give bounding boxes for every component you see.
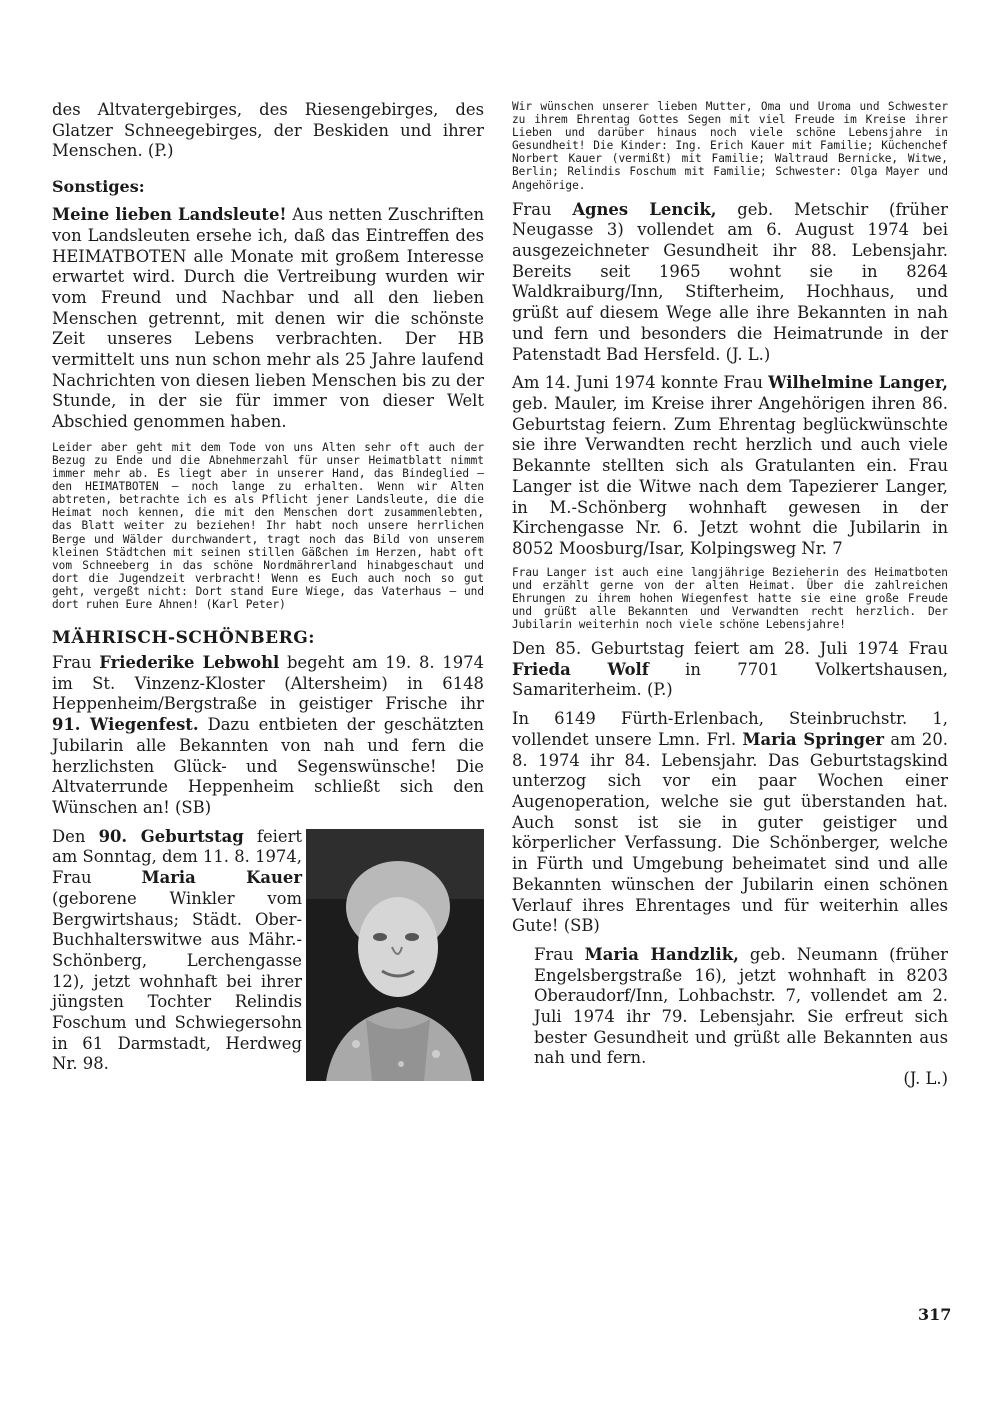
langer-paragraph: [512, 373, 948, 559]
person-name: Wilhelmine Langer,: [768, 373, 948, 393]
text-run: geb. Mauler, im Kreise ihrer Angehörigen ihren 86. Geburtstag feiern. Zum Ehrentag beglückwünschte sie ihre Verwandten recht herzlich und auch viele Bekannte stellten sich als Gratulanten ein. Frau Langer ist die Witwe nach dem Tapezierer Langer, in M.-Schönberg wohnhaft gewesen in der Kirchengasse Nr. 6. Jetzt wohnt die Jubilarin in 8052 Moosburg/Isar, Kolpingsweg Nr. 7: [512, 393, 948, 558]
text-run: Frau: [534, 944, 585, 964]
page-number: 317: [918, 1305, 952, 1324]
bold-run: 90. Geburtstag: [98, 826, 244, 846]
landsleute-paragraph: [52, 205, 484, 433]
handzlik-signature: (J. L.): [903, 1069, 948, 1089]
kauer-paragraph: [52, 827, 302, 1075]
leider-paragraph: Leider aber geht mit dem Tode von uns Alten sehr oft auch der Bezug zu Ende und die Abnehmerzahl für unser Heimatblatt nimmt immer mehr ab. Es liegt aber in unserer Hand, das Bindeglied — den HEIMATBOTEN — noch lange zu erhalten. Wenn wir Alten abtreten, betrachte ich es als Pflicht jener Landsleute, die die Heimat noch kennen, die mit den Menschen dort zusammenlebten, das Blatt weiter zu beziehen! Ihr habt noch unsere herrlichen Berge und Wälder durchwandert, tragt noch das Bild von unserem kleinen Städtchen mit seinen stillen Gäßchen im Herzen, habt oft vom Schneeberg in das schöne Nordmährerland hinabgeschaut und dort die Jugendzeit verbracht! Wenn es Euch auch noch so gut geht, vergeßt nicht: Dort stand Eure Wiege, das Vaterhaus — und dort ruhen Eure Ahnen! (Karl Peter): [52, 440, 484, 611]
text-run: feiert am Sonntag, dem 11. 8. 1974, Frau: [52, 826, 303, 888]
person-name: Frieda Wolf: [512, 659, 649, 679]
person-name: Friederike Lebwohl: [99, 653, 280, 673]
text-run: geb. Metschir (früher Neugasse 3) vollendet am 6. August 1974 bei ausgezeichneter Gesundheit ihr 88. Lebensjahr. Bereits seit 1965 wohnt sie in 8264 Waldkraiburg/Inn, Stifterheim, Hochhaus, und grüßt auf diesem Wege alle ihre Bekannten in nah und fern und besonders die Heimatrunde in der Patenstadt Bad Hersfeld. (J. L.): [512, 199, 948, 364]
section-heading-sonstiges: Sonstiges:: [52, 177, 145, 197]
person-name: Maria Kauer: [141, 868, 302, 888]
text-run: Den 85. Geburtstag feiert am 28. Juli 1974 Frau: [512, 639, 948, 659]
text-run: geb. Neumann (früher Engelsbergstraße 16), jetzt wohnhaft in 8203 Oberaudorf/Inn, Lohbachstr. 7, vollendet am 2. Juli 1974 ihr 79. Lebensjahr. Sie erfreut sich bester Gesundheit und grüßt alle Bekannten aus nah und fern.: [534, 944, 949, 1068]
text-run: In 6149 Fürth-Erlenbach, Steinbruchstr. 1, vollendet unsere Lmn. Frl.: [512, 709, 948, 749]
langer-note-paragraph: Frau Langer ist auch eine langjährige Bezieherin des Heimatboten und erzählt gerne von der alten Heimat. Über die zahlreichen Ehrungen zu ihrem hohen Wiegenfest hatte sie eine große Freude und grüßt alle Bekannten und Verwandten recht herzlich. Der Jubilarin weiterhin noch viele schöne Lebensjahre!: [512, 565, 948, 631]
person-name: Maria Handzlik,: [584, 944, 739, 964]
person-name: Maria Springer: [742, 729, 885, 749]
kauer-article: [52, 827, 484, 1075]
handzlik-paragraph: [534, 945, 948, 1069]
text-run: begeht am 19. 8. 1974 im St. Vinzenz-Kloster (Altersheim) in 6148 Heppenheim/Bergstraße in geistiger Frische ihr: [52, 653, 485, 714]
text-run: Den: [52, 826, 99, 846]
text-run: (geborene Winkler vom Bergwirtshaus; Städt. Ober-Buchhalterswitwe aus Mähr.-Schönberg, Lerchengasse 12), jetzt wohnhaft bei ihrer jüngsten Tochter Relindis Foschum und Schwiegersohn in 61 Darmstadt, Herdweg Nr. 98.: [52, 888, 302, 1074]
bold-run: 91. Wiegenfest.: [52, 715, 199, 735]
lencik-paragraph: [512, 200, 948, 366]
text-run: in 7701 Volkertshausen, Samariterheim. (P.): [512, 659, 948, 700]
text-run: Frau: [52, 653, 100, 673]
landsleute-lead: Meine lieben Landsleute!: [52, 205, 287, 225]
landsleute-text: Aus netten Zuschriften von Landsleuten ersehe ich, daß das Eintreffen des HEIMATBOTEN alle Monate mit großem Interesse erwartet wird. Durch die Vertreibung wurden wir vom Freund und Nachbar und all den lieben Menschen getrennt, mit denen wir die schönste Zeit unseres Lebens verbrachten. Der HB vermittelt uns nun schon mehr als 25 Jahre laufend Nachrichten von diesen lieben Menschen bis zu der Stunde, in der sie für immer von dieser Welt Abschied genommen haben.: [52, 205, 484, 432]
right-column: [512, 100, 948, 1090]
text-run: Am 14. Juni 1974 konnte Frau: [512, 373, 769, 393]
portrait-illustration: [306, 829, 484, 1081]
text-run: Frau: [512, 199, 573, 219]
lebwohl-paragraph: [52, 653, 484, 819]
left-column: [52, 100, 484, 1075]
section-heading-maehrisch-schoenberg: MÄHRISCH-SCHÖNBERG:: [52, 628, 316, 649]
text-run: Dazu entbieten der geschätzten Jubilarin alle Bekannten von nah und fern die herzlichsten Glück- und Segenswünsche! Die Altvaterrunde Heppenheim schließt sich den Wünschen an! (SB): [52, 715, 484, 817]
text-run: am 20. 8. 1974 ihr 84. Lebensjahr. Das Geburtstagskind unterzog sich vor ein paar Wochen einer Augenoperation, welche sie gut überstanden hat. Auch sonst ist sie in guter geistiger und körperlicher Verfassung. Die Schönberger, welche in Fürth und Umgebung beheimatet sind und alle Bekannten wünschen der Jubilarin einen schönen Verlauf ihres Ehrentages und für weiterhin alles Gute! (SB): [512, 729, 948, 936]
wolf-paragraph: [512, 639, 948, 701]
springer-paragraph: [512, 709, 948, 937]
portrait-photo: [306, 829, 484, 1081]
person-name: Agnes Lencik,: [572, 199, 717, 219]
kauer-wishes-paragraph: Wir wünschen unserer lieben Mutter, Oma und Uroma und Schwester zu ihrem Ehrentag Gottes Segen mit viel Freude im Kreise ihrer Lieben und darüber hinaus noch viele schöne Lebensjahre in Gesundheit! Die Kinder: Ing. Erich Kauer mit Familie; Küchenchef Norbert Kauer (vermißt) mit Familie; Waltraud Bernicke, Witwe, Berlin; Relindis Foschum mit Familie; Schwester: Olga Mayer und Angehörige.: [512, 100, 948, 192]
intro-paragraph: des Altvatergebirges, des Riesengebirges, des Glatzer Schneegebirges, der Beskiden und ihrer Menschen. (P.): [52, 100, 484, 161]
